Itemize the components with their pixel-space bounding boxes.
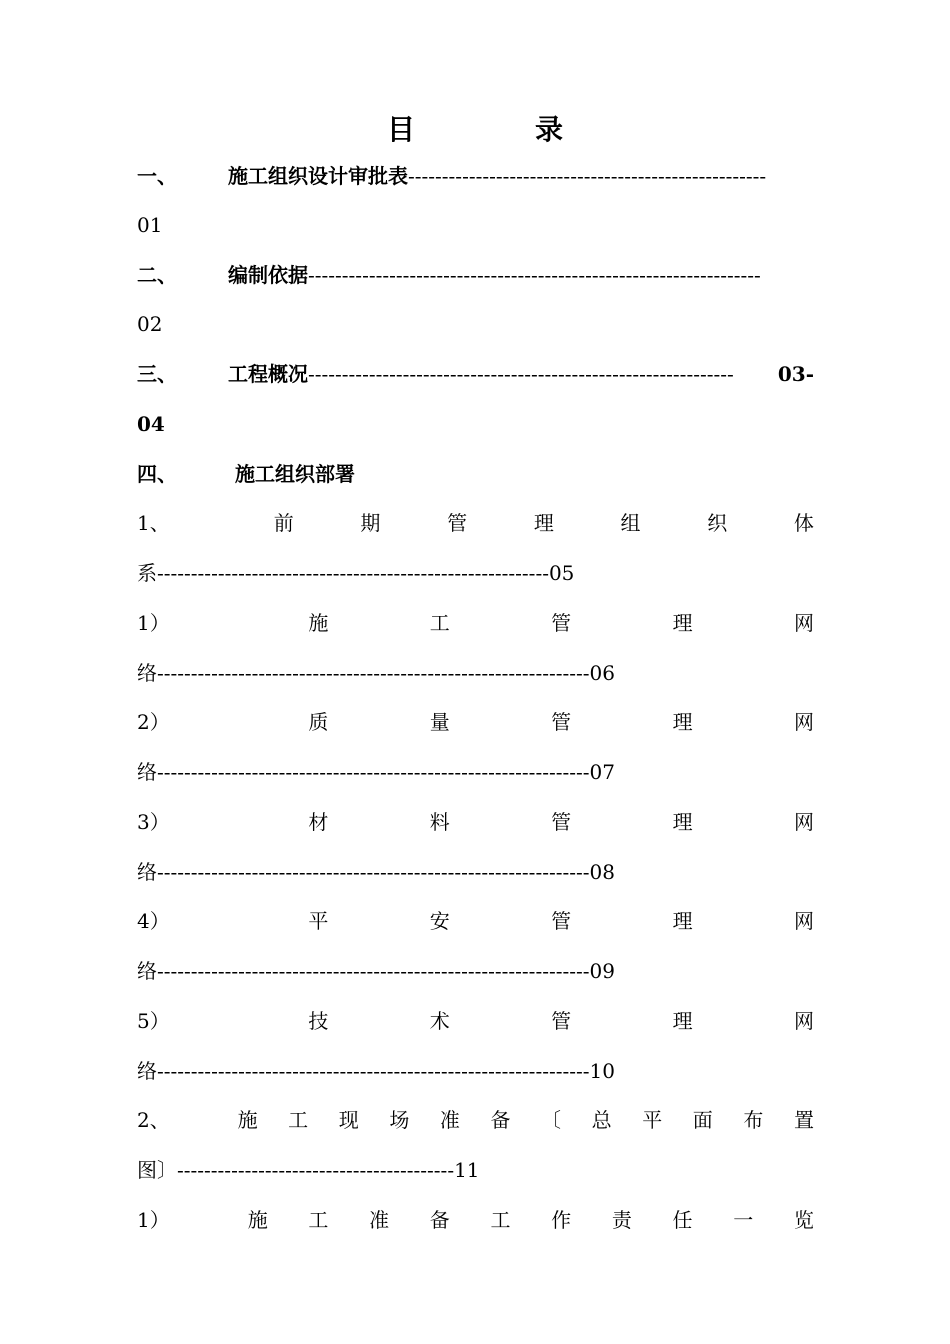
toc-item-1-5-cont	[137, 1051, 814, 1091]
entry-char: 理	[533, 511, 554, 535]
entry-page-number: 02	[137, 312, 163, 336]
entry-char: 总	[591, 1108, 612, 1132]
entry-leader: ----------------------------------------------------------------	[157, 661, 590, 685]
entry-label: 施工组织设计审批表	[228, 164, 408, 188]
entry-leader: ----------------------------------------------------------------	[157, 1059, 590, 1083]
entry-char: 织	[707, 511, 728, 535]
entry-char: 前	[273, 511, 294, 535]
entry-char: 图〕	[137, 1158, 177, 1182]
toc-entry-2[interactable]	[137, 255, 814, 295]
toc-subentry-2[interactable]	[137, 1100, 814, 1140]
entry-label: 编制依据	[228, 263, 308, 287]
entry-char: 管	[447, 511, 468, 535]
entry-number: 二、	[137, 263, 177, 287]
entry-number: 三、	[137, 362, 177, 386]
entry-char: 平	[308, 909, 329, 933]
entry-char: 任	[672, 1208, 693, 1232]
entry-char: 理	[672, 810, 693, 834]
entry-char: 布	[743, 1108, 764, 1132]
entry-char: 备	[429, 1208, 450, 1232]
entry-char: 网	[793, 909, 814, 933]
entry-page-number: 11	[454, 1158, 480, 1182]
entry-char: 管	[551, 1009, 572, 1033]
entry-char: 络	[137, 959, 157, 983]
entry-char: 〔	[541, 1108, 562, 1132]
entry-number: 1）	[137, 1208, 170, 1232]
entry-page-number: 05	[548, 561, 575, 585]
toc-item-1-2-cont	[137, 752, 814, 792]
toc-item-1-3-cont	[137, 852, 814, 892]
entry-number: 2）	[137, 710, 170, 734]
entry-char: 组	[620, 511, 641, 535]
entry-char: 管	[551, 611, 572, 635]
entry-char: 网	[793, 1009, 814, 1033]
entry-char: 网	[793, 810, 814, 834]
entry-number: 1、	[137, 511, 170, 535]
entry-char: 理	[672, 909, 693, 933]
entry-char: 期	[360, 511, 381, 535]
toc-entry-3[interactable]	[137, 354, 814, 394]
entry-char: 理	[672, 710, 693, 734]
entry-leader: ----------------------------------------------------------------	[157, 860, 590, 884]
entry-page-number: 01	[137, 213, 163, 237]
toc-entry-1[interactable]	[137, 156, 814, 196]
entry-char: 现	[338, 1108, 359, 1132]
toc-entry-2-page	[137, 304, 814, 344]
entry-page-number-cont: 04	[137, 412, 165, 436]
entry-label: 工程概况	[228, 362, 308, 386]
entry-number: 四、	[137, 462, 177, 486]
entry-leader: ---------------------------------------------------------------	[308, 362, 734, 386]
toc-item-1-4-cont	[137, 951, 814, 991]
entry-number: 3）	[137, 810, 170, 834]
entry-page-number: 07	[589, 760, 615, 784]
entry-char: 络	[137, 661, 157, 685]
entry-page-number: 09	[589, 959, 615, 983]
entry-char: 工	[490, 1208, 511, 1232]
entry-leader: -----------------------------------------------------	[408, 164, 767, 188]
entry-char: 工	[308, 1208, 329, 1232]
toc-entry-4[interactable]	[137, 454, 814, 494]
entry-char: 量	[429, 710, 450, 734]
entry-char: 一	[733, 1208, 754, 1232]
entry-char: 理	[672, 1009, 693, 1033]
entry-char: 网	[793, 611, 814, 635]
entry-leader: ----------------------------------------------------------------	[157, 760, 590, 784]
entry-char: 作	[551, 1208, 572, 1232]
entry-char: 管	[551, 810, 572, 834]
toc-entry-3-page	[137, 404, 814, 444]
toc-entry-1-page	[137, 205, 814, 245]
entry-label: 施工组织部署	[234, 462, 355, 486]
entry-leader: ----------------------------------------------------------------	[157, 959, 590, 983]
entry-char: 面	[692, 1108, 713, 1132]
toc-item-2-1[interactable]	[137, 1200, 814, 1240]
entry-leader: -------------------------------------------------------------------	[308, 263, 761, 287]
entry-char: 览	[793, 1208, 814, 1232]
toc-item-1-1[interactable]	[137, 603, 814, 643]
entry-number: 1）	[137, 611, 170, 635]
toc-subentry-1-cont	[137, 553, 814, 593]
entry-char: 安	[429, 909, 450, 933]
entry-number: 2、	[137, 1108, 170, 1132]
toc-item-1-4[interactable]	[137, 901, 814, 941]
entry-char: 理	[672, 611, 693, 635]
entry-char: 管	[551, 710, 572, 734]
entry-char: 工	[288, 1108, 309, 1132]
entry-number: 4）	[137, 909, 170, 933]
entry-char: 责	[611, 1208, 632, 1232]
entry-number: 一、	[137, 164, 177, 188]
toc-item-1-3[interactable]	[137, 802, 814, 842]
entry-page-number: 03-	[777, 362, 814, 386]
entry-char: 料	[429, 810, 450, 834]
entry-char: 准	[369, 1208, 390, 1232]
entry-number: 5）	[137, 1009, 170, 1033]
entry-page-number: 10	[589, 1059, 615, 1083]
entry-char: 置	[793, 1108, 814, 1132]
entry-char: 质	[308, 710, 329, 734]
entry-char: 材	[308, 810, 329, 834]
toc-subentry-2-cont	[137, 1150, 814, 1190]
toc-item-1-2[interactable]	[137, 702, 814, 742]
entry-char: 工	[429, 611, 450, 635]
entry-char: 备	[490, 1108, 511, 1132]
toc-item-1-1-cont	[137, 653, 814, 693]
toc-subentry-1[interactable]	[137, 503, 814, 543]
entry-char: 施	[237, 1108, 258, 1132]
entry-page-number: 06	[589, 661, 615, 685]
entry-char: 体	[793, 511, 814, 535]
entry-leader: -----------------------------------------	[177, 1158, 455, 1182]
entry-char: 术	[429, 1009, 450, 1033]
toc-item-1-5[interactable]	[137, 1001, 814, 1041]
entry-char: 管	[551, 909, 572, 933]
entry-char: 施	[247, 1208, 268, 1232]
entry-page-number: 08	[589, 860, 615, 884]
entry-char: 施	[308, 611, 329, 635]
entry-char: 场	[389, 1108, 410, 1132]
entry-char: 网	[793, 710, 814, 734]
entry-char: 络	[137, 860, 157, 884]
toc-title: 目 录	[386, 113, 609, 146]
entry-char: 系	[137, 561, 157, 585]
entry-char: 准	[439, 1108, 460, 1132]
entry-char: 技	[308, 1009, 329, 1033]
entry-leader: ----------------------------------------------------------	[157, 561, 549, 585]
entry-char: 平	[642, 1108, 663, 1132]
entry-char: 络	[137, 1059, 157, 1083]
entry-char: 络	[137, 760, 157, 784]
